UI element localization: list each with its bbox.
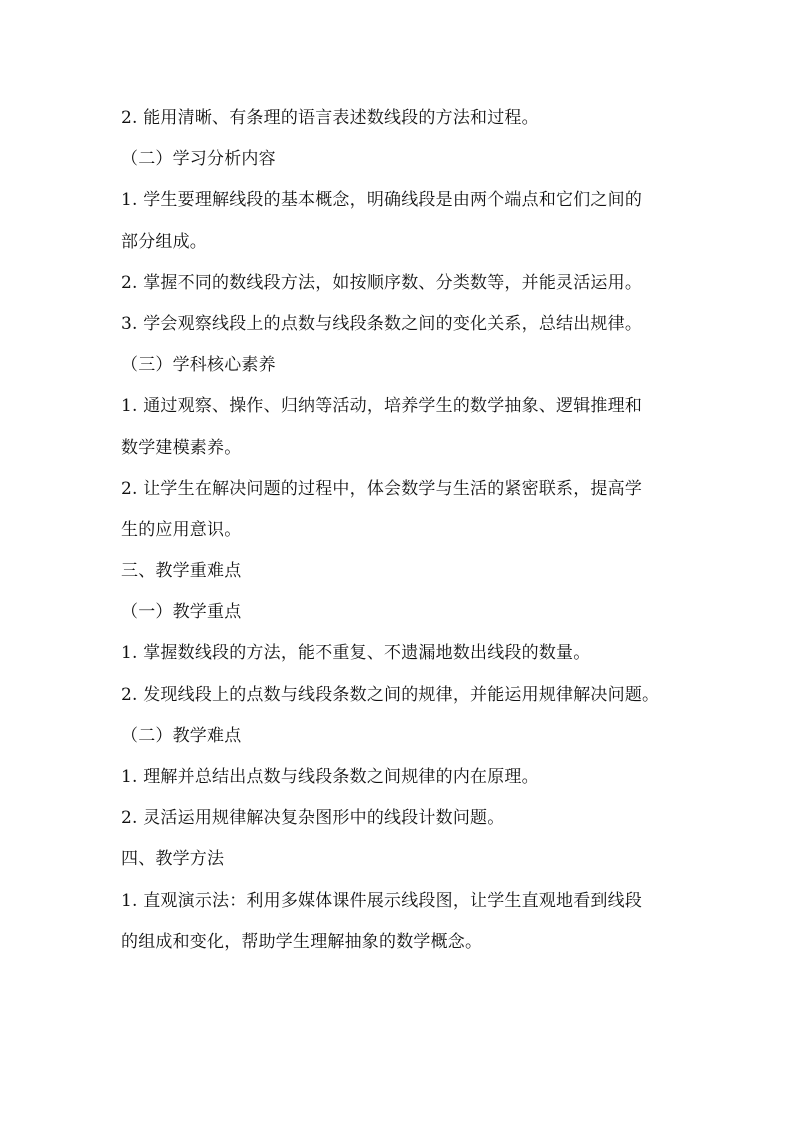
chapter-heading: 三、教学重难点 — [121, 561, 242, 582]
paragraph-line: 2. 让学生在解决问题的过程中，体会数学与生活的紧密联系，提高学 — [121, 478, 643, 499]
paragraph-line: 1. 通过观察、操作、归纳等活动，培养学生的数学抽象、逻辑推理和 — [121, 396, 643, 417]
paragraph-line: 1. 直观演示法：利用多媒体课件展示线段图，让学生直观地看到线段 — [121, 890, 643, 911]
paragraph-line: 1. 学生要理解线段的基本概念，明确线段是由两个端点和它们之间的 — [121, 190, 643, 211]
document-body — [121, 103, 691, 968]
paragraph-line: 1. 理解并总结出点数与线段条数之间规律的内在原理。 — [121, 767, 539, 787]
paragraph-line: 2. 掌握不同的数线段方法，如按顺序数、分类数等，并能灵活运用。 — [121, 272, 643, 293]
section-heading: （一）教学重点 — [121, 602, 242, 623]
paragraph-line: 生的应用意识。 — [121, 519, 242, 540]
section-heading: （三）学科核心素养 — [121, 355, 276, 376]
paragraph-line: 的组成和变化，帮助学生理解抽象的数学概念。 — [121, 931, 483, 952]
section-heading: （二）教学难点 — [121, 725, 242, 746]
paragraph-line: 数学建模素养。 — [121, 437, 242, 458]
chapter-heading: 四、教学方法 — [121, 849, 225, 870]
paragraph-line: 1. 掌握数线段的方法，能不重复、不遗漏地数出线段的数量。 — [121, 643, 591, 664]
paragraph-line: 2. 发现线段上的点数与线段条数之间的规律，并能运用规律解决问题。 — [121, 684, 660, 705]
paragraph-line: 2. 能用清晰、有条理的语言表述数线段的方法和过程。 — [121, 108, 539, 128]
paragraph-line: 3. 学会观察线段上的点数与线段条数之间的变化关系，总结出规律。 — [121, 313, 643, 334]
paragraph-line: 部分组成。 — [121, 231, 207, 252]
section-heading: （二）学习分析内容 — [121, 149, 276, 170]
paragraph-line: 2. 灵活运用规律解决复杂图形中的线段计数问题。 — [121, 808, 505, 829]
